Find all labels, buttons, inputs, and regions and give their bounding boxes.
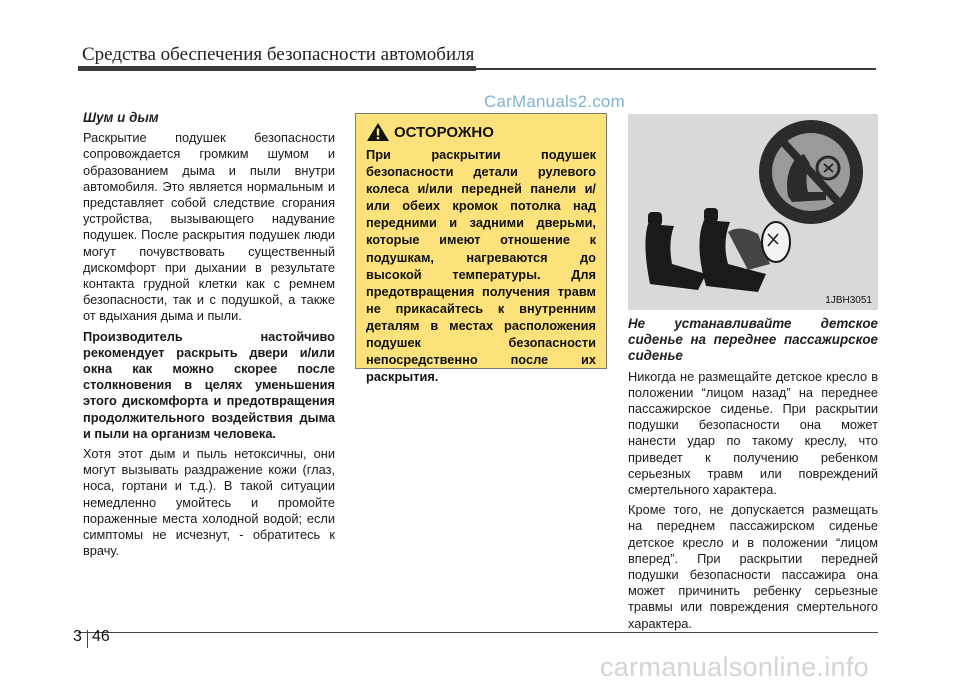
right-column bbox=[628, 316, 878, 636]
warning-box bbox=[355, 113, 607, 385]
page-number-separator bbox=[87, 630, 88, 648]
warning-triangle-icon bbox=[366, 122, 390, 142]
paragraph-smoke-description: Раскрытие подушек безопасности сопровождается громким шумом и образованием дыма и пыли внутри автомобиля. Это является нормальным и представляет собой следствие сгорания устройства, вызывающего надувание подушек. После раскрытия подушек люди могут почувствовать существенный дискомфорт при дыхании в результате контакта грудной клетки как с ремнем безопасности, так и с подушкой, а также от вдыхания дыма и пыли. bbox=[83, 130, 335, 324]
warning-header bbox=[366, 122, 596, 142]
figure-code: 1JBH3051 bbox=[825, 295, 872, 306]
paragraph-irritation: Хотя этот дым и пыль нетоксичны, они могут вызывать раздражение кожи (глаз, носа, гортани и т.д.). В такой ситуации немедленно умойтесь и промойте пораженные места холодной водой; если симптомы не исчезнут, - обратитесь к врачу. bbox=[83, 446, 335, 559]
warning-text: При раскрытии подушек безопасности детали рулевого колеса и/или передней панели и/или обеих кромок потолка над передними и задними дверьми, которые имеют отношение к подушкам, нагреваются до высокой температуры. Для предотвращения получения травм не прикасайтесь к внутренним деталям в местах расположения подушек безопасности непосредственно после их раскрытия. bbox=[366, 147, 596, 385]
watermark-bottom: carmanualsonline.info bbox=[600, 652, 869, 682]
section-heading-child-seat: Не устанавливайте детское сиденье на переднее пассажирское сиденье bbox=[628, 316, 878, 364]
left-column bbox=[83, 110, 335, 563]
page-number: 46 bbox=[92, 628, 110, 645]
header-rule-thick bbox=[78, 66, 476, 71]
page-header-title: Средства обеспечения безопасности автомобиля bbox=[82, 44, 475, 65]
page-section-number: 3 bbox=[73, 628, 82, 645]
airbag-child-seat-figure bbox=[628, 114, 878, 310]
paragraph-recommendation: Производитель настойчиво рекомендует раскрыть двери и/или окна как можно скорее после столкновения в целях уменьшения этого дискомфорта и предотвращения продолжительного воздействия дыма и пыли на организм человека. bbox=[83, 328, 335, 441]
watermark-top: CarManuals2.com bbox=[484, 92, 625, 111]
header-rule-thin bbox=[476, 68, 876, 70]
no-child-seat-airbag-icon bbox=[628, 114, 878, 310]
warning-title: ОСТОРОЖНО bbox=[394, 123, 494, 141]
footer-rule bbox=[78, 632, 878, 633]
paragraph-forward-facing: Кроме того, не допускается размещать на переднем пассажирском сиденье детское кресло и в положении “лицом вперед”. При раскрытии передней подушки безопасности пассажира она может причинить ребенку серьезные травмы или повреждения смертельного характера. bbox=[628, 502, 878, 631]
paragraph-rear-facing: Никогда не размещайте детское кресло в положении “лицом назад” на переднее пассажирское сиденье. При раскрытии подушки безопасности она может нанести удар по такому креслу, что приведет к получению ребенком серьезных травм или повреждений смертельного характера. bbox=[628, 368, 878, 498]
section-heading-smoke: Шум и дым bbox=[83, 110, 159, 125]
